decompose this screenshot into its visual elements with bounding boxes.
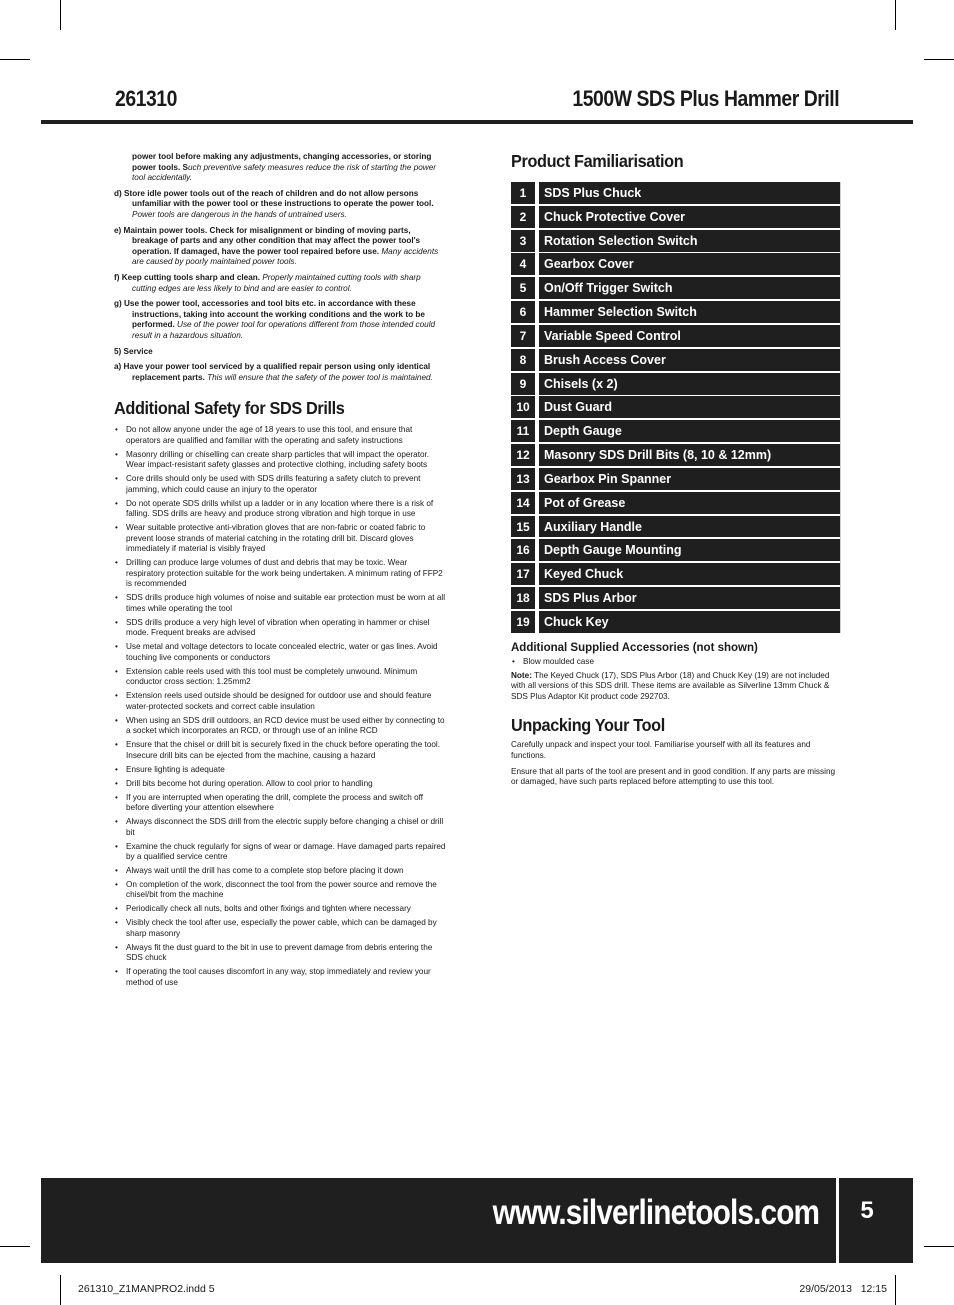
- part-label: Chuck Protective Cover: [539, 206, 840, 228]
- part-number: 10: [511, 396, 535, 418]
- unpacking-paragraph: Ensure that all parts of the tool are present and in good condition. If any parts are missing or damaged, have such parts replaced before attempting to use this tool.: [511, 766, 836, 787]
- slug-date: 29/05/2013 12:15: [799, 1283, 887, 1295]
- unpacking-heading: Unpacking Your Tool: [511, 715, 665, 736]
- list-item: • Do not allow anyone under the age of 18 years to use this tool, and ensure that operators are qualified and familiar with the operating and safety instructions: [114, 425, 446, 446]
- part-label: Pot of Grease: [539, 492, 840, 514]
- part-row: [511, 468, 840, 490]
- part-row: [511, 277, 840, 299]
- unpacking-paragraph: Carefully unpack and inspect your tool. Familiarise yourself with all its features and functions.: [511, 740, 811, 761]
- part-label: Hammer Selection Switch: [539, 301, 840, 323]
- list-item: • When using an SDS drill outdoors, an RCD device must be used either by connecting to a socket which incorporates an RCD, or through use of an inline RCD: [114, 716, 446, 737]
- list-item: • Extension cable reels used with this tool must be completely unwound. Minimum conductor cross section: 1.25mm2: [114, 667, 446, 688]
- list-item: • Visibly check the tool after use, especially the power cable, which can be damaged by sharp masonry: [114, 918, 446, 939]
- page-number: 5: [860, 1197, 874, 1224]
- part-row: [511, 349, 840, 371]
- safety-item-service-a: a) Have your power tool serviced by a qualified repair person using only identical replacement parts. This will ensure that the safety of the power tool is maintained.: [114, 362, 433, 382]
- list-item: • Wear suitable protective anti-vibration gloves that are non-fabric or coated fabric to prevent loose strands of material catching in the rotating drill bit. Discard gloves immediately if material is visibly frayed: [114, 523, 446, 555]
- part-label: Chuck Key: [539, 611, 840, 633]
- part-number: 11: [511, 420, 535, 442]
- part-row: [511, 611, 840, 633]
- part-number: 2: [511, 206, 535, 228]
- part-row: [511, 587, 840, 609]
- part-row: [511, 182, 840, 204]
- part-number: 18: [511, 587, 535, 609]
- part-label: SDS Plus Chuck: [539, 182, 840, 204]
- part-label: Keyed Chuck: [539, 563, 840, 585]
- part-number: 16: [511, 539, 535, 561]
- list-item: • Core drills should only be used with SDS drills featuring a safety clutch to prevent jamming, which could cause an injury to the operator: [114, 474, 446, 495]
- crop-mark: [924, 1246, 954, 1247]
- list-item: • SDS drills produce a very high level of vibration when operating in hammer or chisel mode. Frequent breaks are advised: [114, 618, 446, 639]
- part-label: Gearbox Cover: [539, 253, 840, 275]
- list-item: • Blow moulded case: [511, 657, 841, 668]
- crop-mark: [60, 0, 61, 30]
- crop-mark: [924, 59, 954, 60]
- part-number: 14: [511, 492, 535, 514]
- list-item: • On completion of the work, disconnect the tool from the power source and remove the chisel/bit from the machine: [114, 880, 446, 901]
- list-item: • Ensure lighting is adequate: [114, 765, 446, 776]
- accessories-list: [511, 657, 841, 668]
- part-label: Variable Speed Control: [539, 325, 840, 347]
- product-title: 1500W SDS Plus Hammer Drill: [572, 86, 839, 111]
- part-row: [511, 230, 840, 252]
- part-number: 6: [511, 301, 535, 323]
- part-row: [511, 325, 840, 347]
- part-label: Auxiliary Handle: [539, 516, 840, 538]
- part-number: 5: [511, 277, 535, 299]
- part-row: [511, 444, 840, 466]
- parts-list: [511, 182, 841, 633]
- part-row: [511, 253, 840, 275]
- part-number: 7: [511, 325, 535, 347]
- part-label: On/Off Trigger Switch: [539, 277, 840, 299]
- list-item: • Drilling can produce large volumes of dust and debris that may be toxic. Wear respiratory protection suitable for the work being undertaken. A minimum rating of FFP2 is recommended: [114, 558, 446, 590]
- header-rule: [41, 120, 913, 124]
- right-column: [511, 150, 841, 793]
- part-label: Rotation Selection Switch: [539, 230, 840, 252]
- additional-safety-heading: Additional Safety for SDS Drills: [114, 398, 345, 419]
- part-label: Chisels (x 2): [539, 373, 840, 395]
- part-row: [511, 516, 840, 538]
- part-number: 17: [511, 563, 535, 585]
- slug-file: 261310_Z1MANPRO2.indd 5: [78, 1283, 215, 1295]
- list-item: • Periodically check all nuts, bolts and other fixings and tighten where necessary: [114, 904, 446, 915]
- safety-item-g: g) Use the power tool, accessories and tool bits etc. in accordance with these instructions, taking into account the working conditions and the work to be performed. Use of the power tool for operations different from those intended could result in a hazardous situation.: [114, 299, 436, 340]
- list-item: • If you are interrupted when operating the drill, complete the process and switch off before diverting your attention elsewhere: [114, 793, 446, 814]
- part-row: [511, 492, 840, 514]
- part-row: [511, 396, 840, 418]
- part-label: SDS Plus Arbor: [539, 587, 840, 609]
- part-label: Depth Gauge: [539, 420, 840, 442]
- part-label: Brush Access Cover: [539, 349, 840, 371]
- service-heading: 5) Service: [114, 346, 153, 356]
- product-code: 261310: [115, 86, 177, 111]
- list-item: • Drill bits become hot during operation. Allow to cool prior to handling: [114, 779, 446, 790]
- crop-mark: [895, 1275, 896, 1305]
- crop-mark: [895, 0, 896, 30]
- part-label: Masonry SDS Drill Bits (8, 10 & 12mm): [539, 444, 840, 466]
- list-item: • SDS drills produce high volumes of noise and suitable ear protection must be worn at all times while operating the tool: [114, 593, 446, 614]
- accessories-note: Note: The Keyed Chuck (17), SDS Plus Arbor (18) and Chuck Key (19) are not included with all versions of this SDS drill. These items are available as Silverline 13mm Chuck & SDS Plus Adaptor Kit product code 292703.: [511, 670, 830, 701]
- list-item: • Always fit the dust guard to the bit in use to prevent damage from debris entering the SDS chuck: [114, 943, 446, 964]
- safety-item-d: d) Store idle power tools out of the reach of children and do not allow persons unfamiliar with the power tool or these instructions to operate the power tool. Power tools are dangerous in the hands of untrained users.: [114, 188, 434, 219]
- list-item: • If operating the tool causes discomfort in any way, stop immediately and review your method of use: [114, 967, 446, 988]
- list-item: • Extension reels used outside should be designed for outdoor use and should feature water-protected sockets and correct cable insulation: [114, 691, 446, 712]
- part-row: [511, 206, 840, 228]
- part-number: 19: [511, 611, 535, 633]
- part-row: [511, 420, 840, 442]
- crop-mark: [0, 59, 30, 60]
- part-number: 3: [511, 230, 535, 252]
- safety-item-f: f) Keep cutting tools sharp and clean. Properly maintained cutting tools with sharp cutting edges are less likely to bind and are easier to control.: [114, 272, 421, 293]
- accessories-heading: Additional Supplied Accessories (not shown): [511, 641, 758, 654]
- part-number: 15: [511, 516, 535, 538]
- crop-mark: [60, 1275, 61, 1305]
- part-row: [511, 373, 840, 395]
- safety-item-e: e) Maintain power tools. Check for misalignment or binding of moving parts, breakage of parts and any other condition that may affect the power tool's operation. If damaged, have the power tool repaired before use. Many accidents are caused by poorly maintained power tools.: [114, 225, 439, 267]
- list-item: • Examine the chuck regularly for signs of wear or damage. Have damaged parts repaired by a qualified service centre: [114, 842, 446, 863]
- website-url: www.silverlinetools.com: [492, 1193, 819, 1232]
- additional-safety-list: [114, 425, 446, 988]
- safety-item-c-continued: power tool before making any adjustments, changing accessories, or storing power tools. Such preventive safety measures reduce the risk of starting the power tool accidentally.: [132, 152, 436, 183]
- part-label: Dust Guard: [539, 396, 840, 418]
- crop-mark: [0, 1246, 30, 1247]
- list-item: • Do not operate SDS drills whilst up a ladder or in any location where there is a risk of falling. SDS drills are heavy and produce strong vibration and high torque in use: [114, 499, 446, 520]
- familiarisation-heading: Product Familiarisation: [511, 151, 684, 171]
- part-number: 8: [511, 349, 535, 371]
- part-number: 12: [511, 444, 535, 466]
- part-number: 1: [511, 182, 535, 204]
- part-number: 13: [511, 468, 535, 490]
- left-column: [114, 152, 446, 992]
- part-label: Gearbox Pin Spanner: [539, 468, 840, 490]
- list-item: • Use metal and voltage detectors to locate concealed electric, water or gas lines. Avoid touching live components or conductors: [114, 642, 446, 663]
- part-label: Depth Gauge Mounting: [539, 539, 840, 561]
- part-row: [511, 301, 840, 323]
- part-number: 9: [511, 373, 535, 395]
- list-item: • Ensure that the chisel or drill bit is securely fixed in the chuck before operating the tool. Insecure drill bits can be ejected from the machine, causing a hazard: [114, 740, 446, 761]
- list-item: • Always wait until the drill has come to a complete stop before placing it down: [114, 866, 446, 877]
- list-item: • Always disconnect the SDS drill from the electric supply before changing a chisel or drill bit: [114, 817, 446, 838]
- list-item: • Masonry drilling or chiselling can create sharp particles that will impact the operator. Wear impact-resistant safety glasses and protective clothing, including safety boots: [114, 450, 446, 471]
- part-number: 4: [511, 253, 535, 275]
- footer-divider: [836, 1178, 839, 1263]
- part-row: [511, 539, 840, 561]
- part-row: [511, 563, 840, 585]
